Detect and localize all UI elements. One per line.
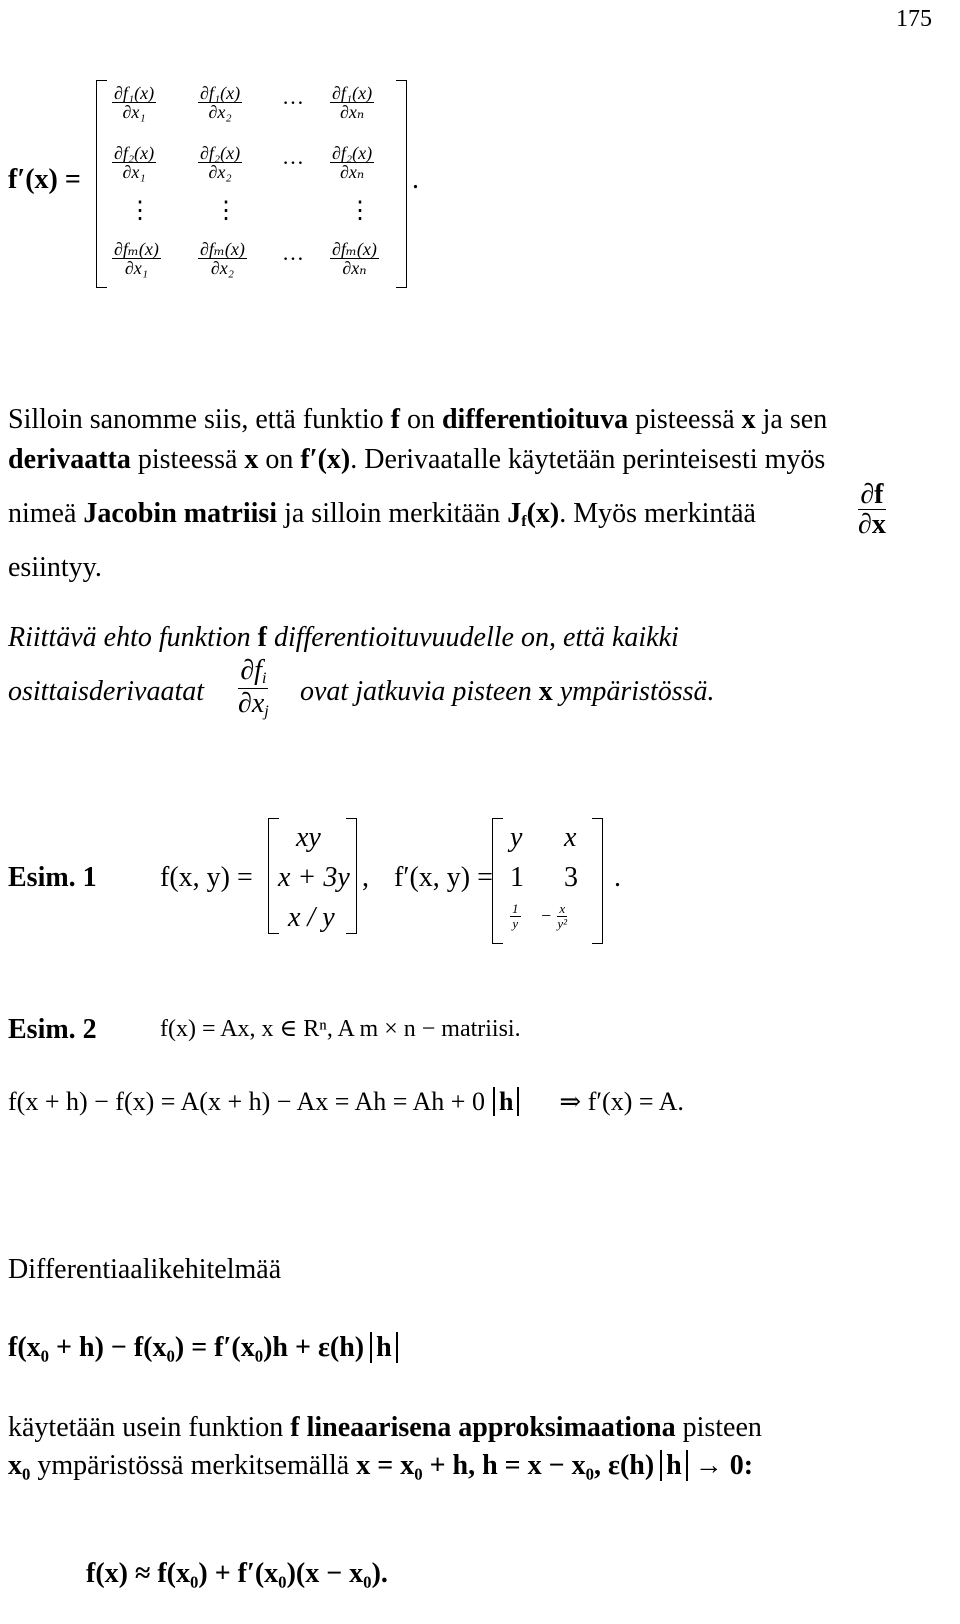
vdots: ⋮ bbox=[348, 198, 372, 224]
matrix-cell: $\frac{\text{∂fₘ(x)}}{\text{∂xₙ}}$ bbox=[332, 239, 377, 278]
esim2-label: Esim. 2 bbox=[8, 1014, 97, 1045]
esim2-eq: f(x) = Ax, x ∈ Rⁿ, A m × n − matriisi. bbox=[160, 1016, 521, 1042]
esim1-period: . bbox=[614, 862, 621, 893]
para3-line1: käytetään usein funktion f lineaarisena approksimaationa pisteen bbox=[8, 1412, 762, 1443]
jac-entry: x bbox=[564, 822, 577, 853]
para1-line2: derivaatta pisteessä x on f′(x). Derivaatalle käytetään perinteisesti myös bbox=[8, 444, 826, 475]
vdots: ⋮ bbox=[214, 198, 238, 224]
matrix-cell: $\frac{\text{∂f₂(x)}}{\text{∂xₙ}}$ bbox=[332, 143, 373, 182]
vdots: ⋮ bbox=[128, 198, 152, 224]
left-bracket bbox=[96, 80, 107, 288]
vec-entry: xy bbox=[296, 822, 321, 853]
matrix-cell: $\frac{\text{∂f₁(x)}}{\text{∂x₂}}$ bbox=[200, 83, 241, 122]
para2-line2-rest: ovat jatkuvia pisteen x ympäristössä. bbox=[300, 676, 715, 707]
para3-eq: f(x₀ + h) − f(x₀) = f′(x₀)h + ε(h) h bbox=[8, 1330, 398, 1365]
partial-f-x-fraction: $\frac{\partial f}{\partial x}$ bbox=[858, 479, 886, 541]
esim1-comma: , bbox=[362, 862, 369, 893]
page-number: 175 bbox=[896, 6, 932, 32]
esim1-lhs: f(x, y) = bbox=[160, 862, 253, 893]
esim1-lhs2: f′(x, y) = bbox=[394, 862, 493, 893]
partial-fi-xj-fraction: $\frac{\partial f_i}{\partial x_j}$ bbox=[238, 655, 269, 720]
hdots: … bbox=[282, 144, 304, 169]
para2-line2: osittaisderivaatat bbox=[8, 676, 204, 707]
matrix-cell: $\frac{\text{∂fₘ(x)}}{\text{∂x₂}}$ bbox=[200, 239, 245, 278]
para3-line2: x₀ ympäristössä merkitsemällä x = x₀ + h, h = x − x₀, ε(h) h → 0: bbox=[8, 1450, 754, 1481]
matrix-cell: $\frac{\text{∂f₁(x)}}{\text{∂xₙ}}$ bbox=[332, 83, 373, 122]
hdots: … bbox=[282, 240, 304, 265]
right-bracket bbox=[396, 80, 407, 288]
matrix-lhs: f′(x) = bbox=[8, 164, 81, 195]
hdots: … bbox=[282, 84, 304, 109]
para3-title: Differentiaalikehitelmää bbox=[8, 1254, 282, 1285]
para1-line4: esiintyy. bbox=[8, 552, 102, 583]
jac-right-bracket bbox=[592, 818, 603, 944]
para1-line3: nimeä Jacobin matriisi ja silloin merkitään $J_f(x)$. Myös merkintää bbox=[8, 498, 756, 530]
jac-entry: y bbox=[510, 822, 523, 853]
jac-entry-frac: $\frac{1}{y}$ bbox=[512, 901, 519, 931]
matrix-cell: $\frac{\text{∂f₁(x)}}{\text{∂x₁}}$ bbox=[114, 83, 155, 122]
matrix-cell: $\frac{\text{∂fₘ(x)}}{\text{∂x₁}}$ bbox=[114, 239, 159, 278]
para3-final-eq: f(x) ≈ f(x₀) + f′(x₀)(x − x₀). bbox=[86, 1558, 388, 1589]
jac-entry-frac: − $\frac{x}{\text{y²}}$ bbox=[540, 901, 568, 931]
vec-entry: x / y bbox=[288, 902, 335, 933]
matrix-period: . bbox=[412, 164, 419, 195]
para2-line1: Riittävä ehto funktion f differentioituvuudelle on, että kaikki bbox=[8, 622, 679, 653]
esim1-label: Esim. 1 bbox=[8, 862, 97, 893]
jac-entry: 3 bbox=[564, 862, 578, 893]
matrix-cell: $\frac{\text{∂f₂(x)}}{\text{∂x₂}}$ bbox=[200, 143, 241, 182]
jac-entry: 1 bbox=[510, 862, 524, 893]
para1-line1: Silloin sanomme siis, että funktio f on differentioituva pisteessä x ja sen bbox=[8, 404, 828, 435]
vec-entry: x + 3y bbox=[278, 862, 350, 893]
esim2-eq2: f(x + h) − f(x) = A(x + h) − Ax = Ah = Ah + 0 h ⇒ f′(x) = A. bbox=[8, 1087, 684, 1116]
matrix-cell: $\frac{\text{∂f₂(x)}}{\text{∂x₁}}$ bbox=[114, 143, 155, 182]
jac-left-bracket bbox=[492, 818, 503, 944]
